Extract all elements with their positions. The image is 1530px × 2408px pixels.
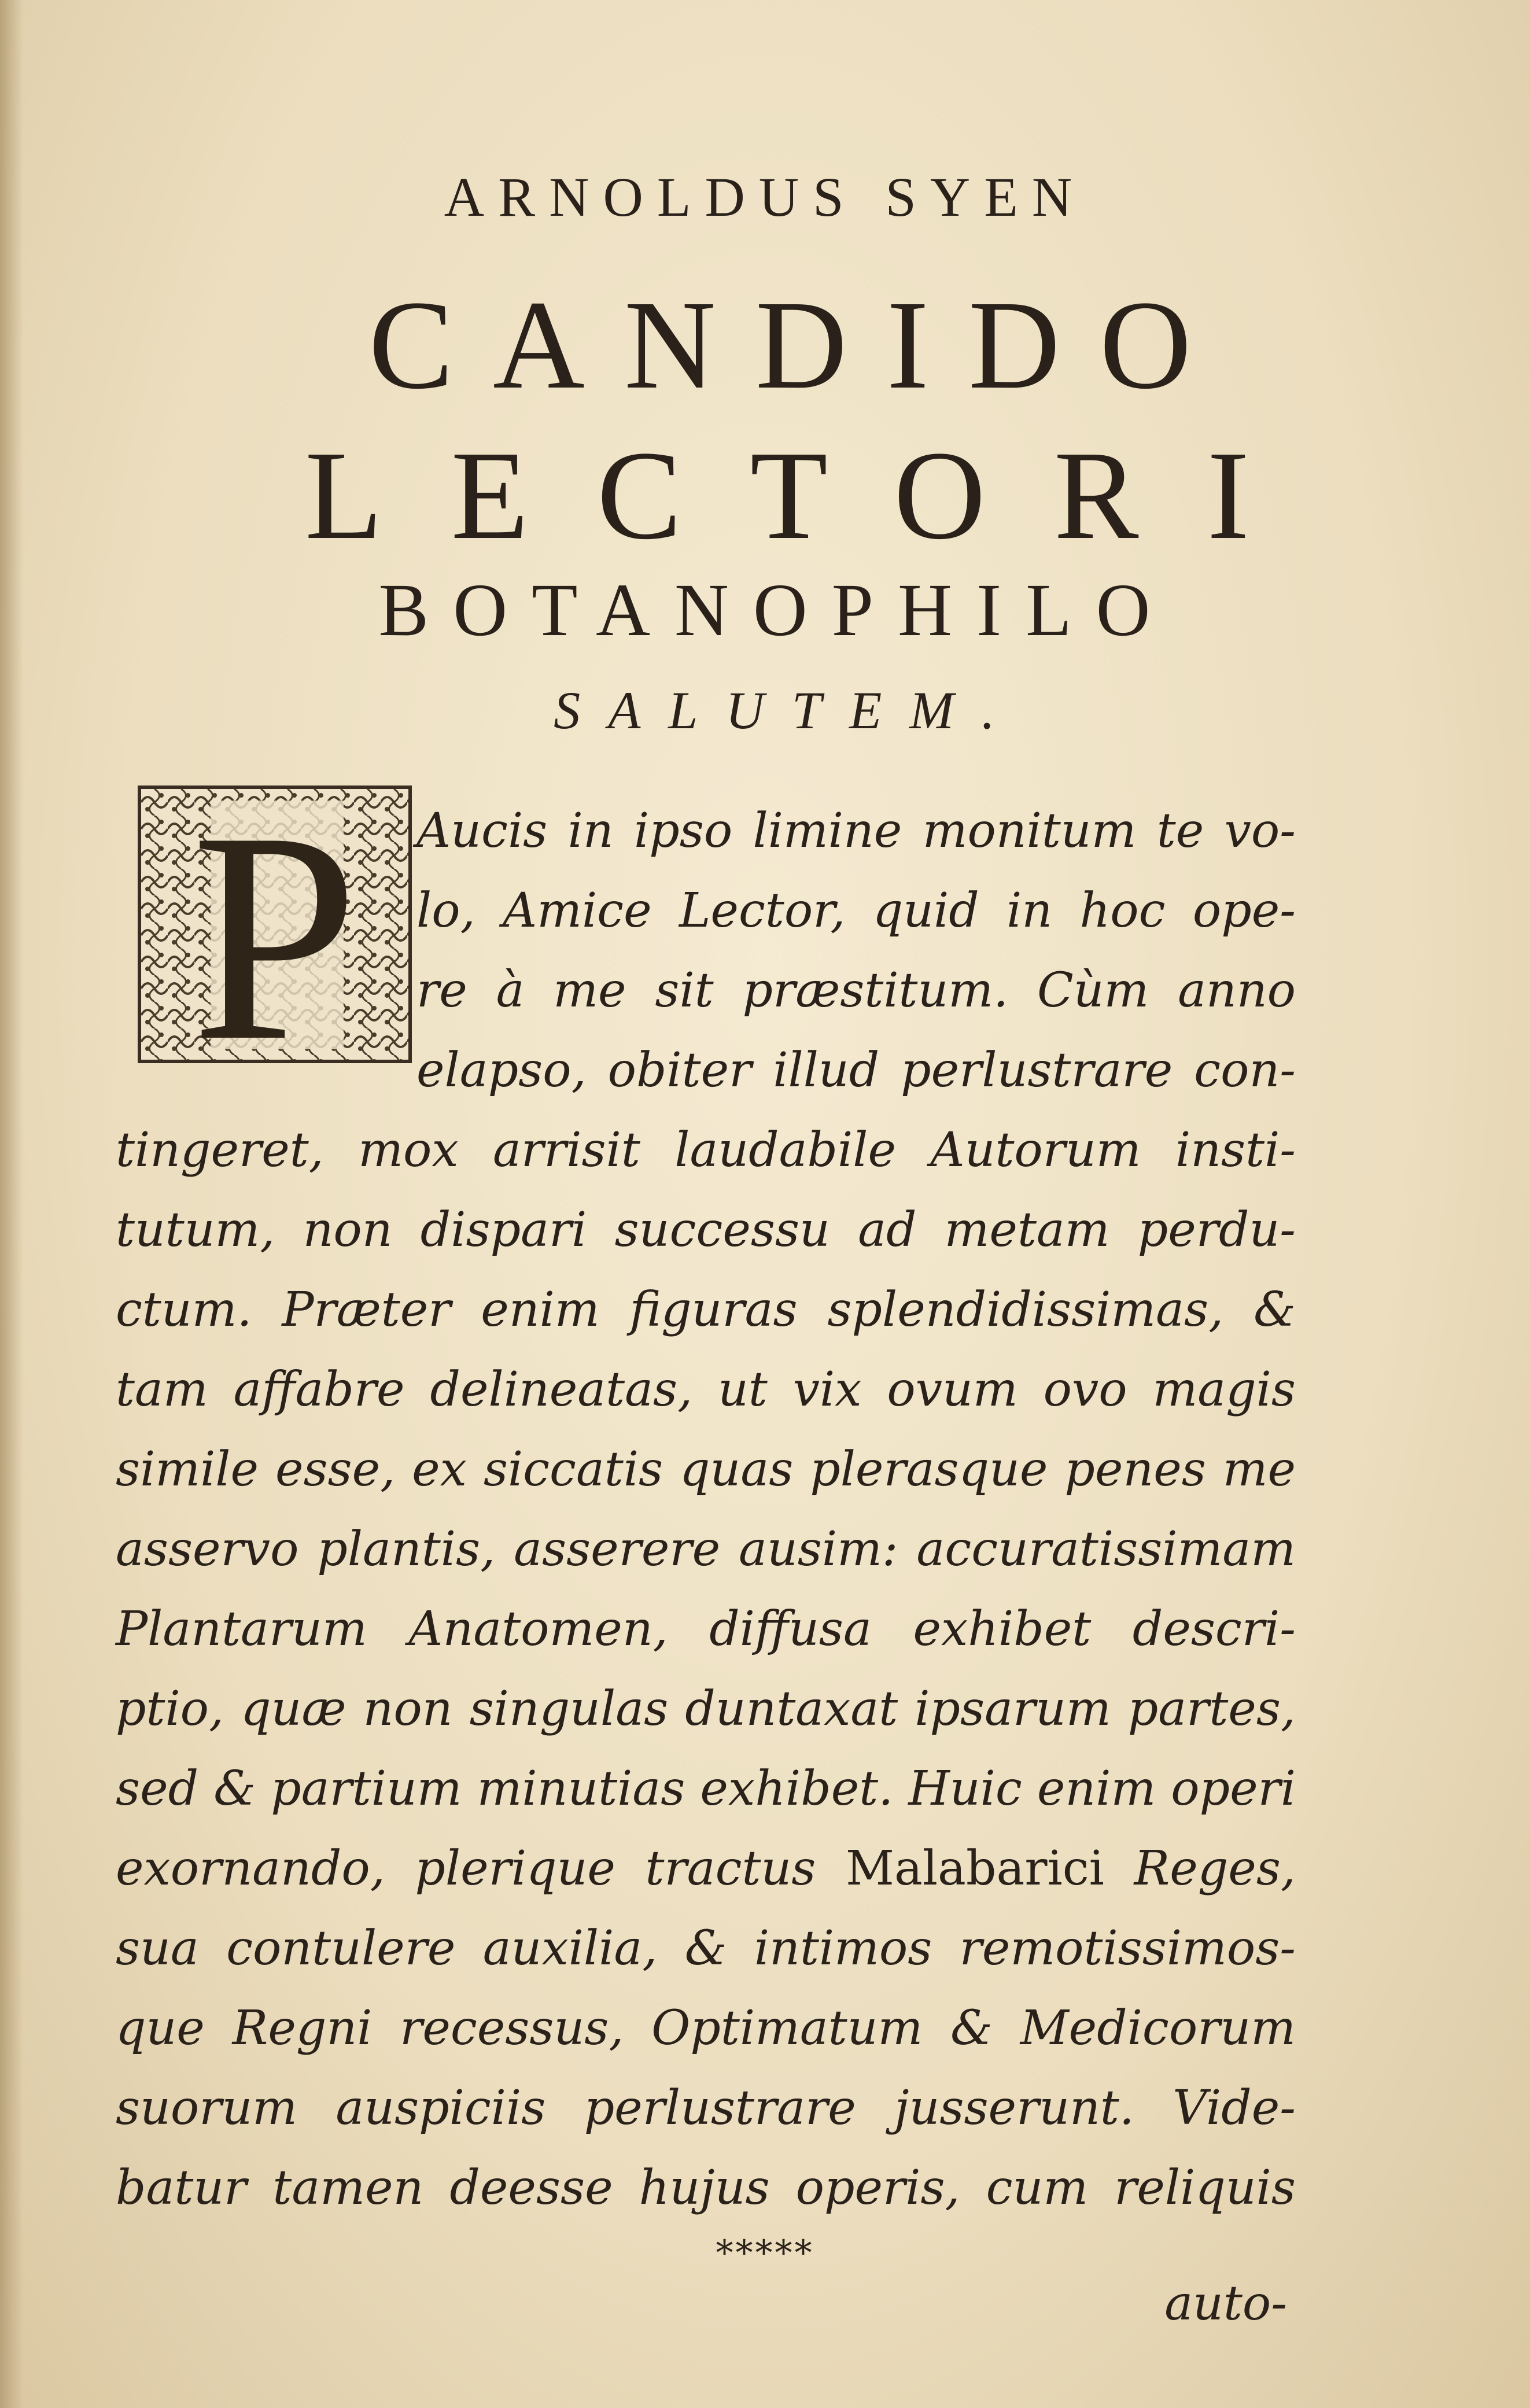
text-segment: Reges, <box>1134 1841 1296 1896</box>
text-line: sed & partium minutias exhibet. Huic enim operi <box>116 1761 1296 1816</box>
text-line: batur tamen deesse hujus operis, cum reliquis <box>116 2160 1296 2215</box>
text-line: Plantarum Anatomen, diffusa exhibet descri- <box>116 1602 1296 1657</box>
author-heading: ARNOLDUS SYEN <box>444 166 1086 228</box>
initial-letter: P <box>191 789 359 1060</box>
text-segment: exornando, plerique tractus <box>116 1841 816 1896</box>
title-line-candido: CANDIDO <box>368 274 1231 415</box>
title-line-botanophilo: BOTANOPHILO <box>378 569 1175 652</box>
text-line: tam affabre delineatas, ut vix ovum ovo magis <box>116 1362 1296 1417</box>
text-line: Aucis in ipso limine monitum te vo- <box>416 803 1296 858</box>
text-line: simile esse, ex siccatis quas plerasque penes me <box>116 1442 1296 1497</box>
text-line: asservo plantis, asserere ausim: accuratissimam <box>116 1522 1296 1577</box>
body-text <box>116 791 1296 2228</box>
text-line: que Regni recessus, Optimatum & Medicorum <box>116 2001 1296 2056</box>
text-line: re à me sit præstitum. Cùm anno <box>416 963 1296 1018</box>
roman-segment: Malabarici <box>845 1841 1104 1896</box>
text-line: sua contulere auxilia, & intimos remotissimos- <box>116 1921 1296 1976</box>
text-line: lo, Amice Lector, quid in hoc ope- <box>416 883 1296 938</box>
title-line-lectori: LECTORI <box>305 425 1318 566</box>
text-line: ctum. Præter enim figuras splendidissimas, & <box>116 1282 1296 1337</box>
text-line: ptio, quæ non singulas duntaxat ipsarum partes, <box>116 1681 1296 1736</box>
text-line: elapso, obiter illud perlustrare con- <box>416 1043 1296 1098</box>
text-line: suorum auspiciis perlustrare jusserunt. Vide- <box>116 2081 1296 2136</box>
text-line: tutum, non dispari successu ad metam perdu- <box>116 1203 1296 1258</box>
signature-mark: ***** <box>716 2233 814 2273</box>
text-line-mixed <box>116 1829 1296 1909</box>
text-line: tingeret, mox arrisit laudabile Autorum insti- <box>116 1123 1296 1178</box>
salutation: SALUTEM. <box>554 681 1023 740</box>
catchword: auto- <box>1164 2276 1287 2331</box>
page-gutter-shadow <box>0 0 23 2408</box>
